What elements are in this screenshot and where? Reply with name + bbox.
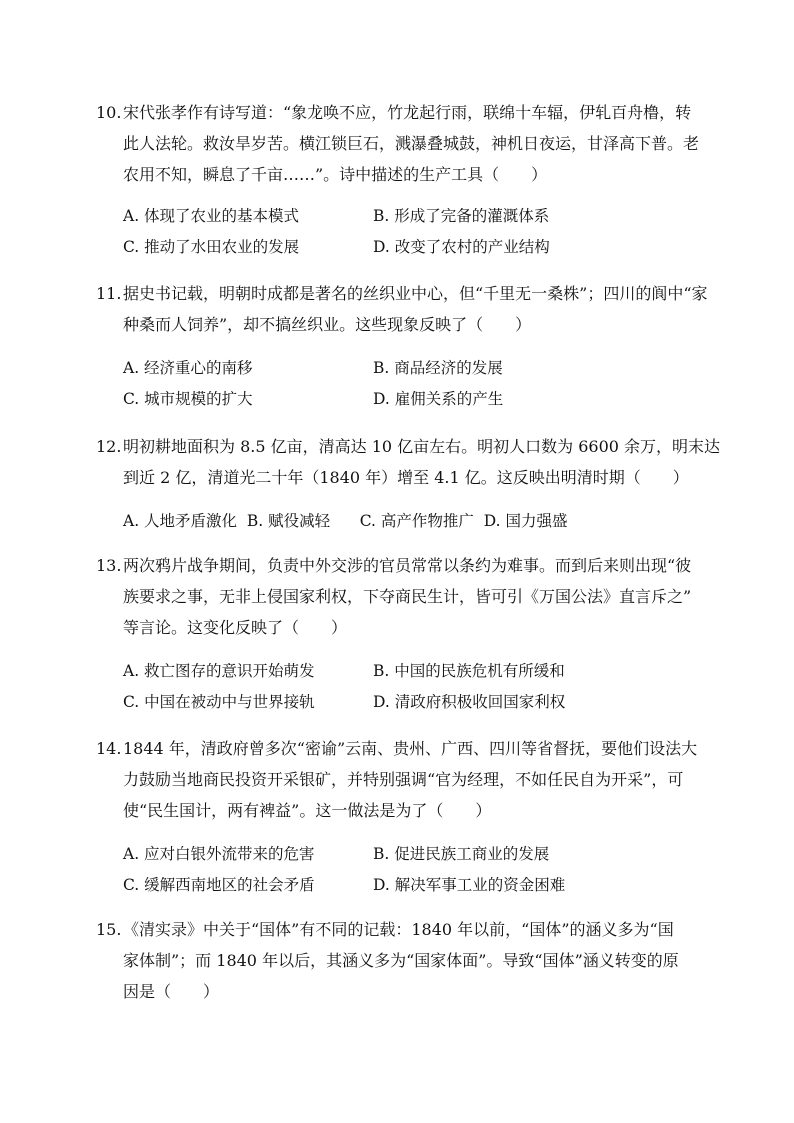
option-d[interactable]: D. 清政府积极收回国家利权 [373, 693, 566, 711]
question-number: 12. [96, 437, 122, 456]
options-13 [123, 656, 683, 718]
option-b[interactable]: B. 中国的民族危机有所缓和 [373, 662, 565, 680]
question-14 [96, 733, 708, 826]
options-14 [123, 839, 683, 901]
option-c[interactable]: C. 中国在被动中与世界接轨 [123, 693, 315, 711]
question-number: 10. [96, 103, 122, 122]
question-13 [96, 550, 708, 643]
question-number: 13. [96, 556, 122, 575]
question-text-line: 族要求之事，无非上侵国家利权，下夺商民生计，皆可引《万国公法》直言斥之” [123, 587, 692, 606]
question-text-line: 家体制”；而 1840 年以后，其涵义多为“国家体面”。导致“国体”涵义转变的原 [123, 951, 679, 970]
options-11 [123, 353, 683, 415]
question-text-line: 两次鸦片战争期间，负责中外交涉的官员常常以条约为难事。而到后来则出现“彼 [123, 556, 692, 575]
option-d[interactable]: D. 雇佣关系的产生 [373, 390, 504, 408]
question-text-line: 等言论。这变化反映了（ ） [123, 618, 348, 637]
question-text-line: 据史书记载，明朝时成都是著名的丝织业中心，但“千里无一桑株”；四川的阆中“家 [123, 284, 708, 303]
question-text-line: 1844 年，清政府曾多次“密谕”云南、贵州、广西、四川等省督抚，要他们设法大 [123, 739, 698, 758]
option-a[interactable]: A. 救亡图存的意识开始萌发 [123, 662, 315, 680]
question-text-line: 力鼓励当地商民投资开采银矿，并特别强调“官为经理，不如任民自为开采”，可 [123, 770, 684, 789]
question-number: 14. [96, 739, 122, 758]
option-a[interactable]: A. 体现了农业的基本模式 [123, 207, 300, 225]
question-11 [96, 278, 708, 340]
options-12 [123, 506, 683, 537]
option-a[interactable]: A. 应对白银外流带来的危害 [123, 845, 315, 863]
question-text-line: 此人法轮。救汝旱岁苦。横江锁巨石，溅瀑叠城鼓，神机日夜运，甘泽高下普。老 [123, 134, 700, 153]
options-line[interactable]: A. 人地矛盾激化 B. 赋役减轻 C. 高产作物推广 D. 国力强盛 [123, 512, 568, 530]
question-text-line: 宋代张孝作有诗写道：“象龙唤不应，竹龙起行雨，联绵十车辐，伊轧百舟橹，转 [123, 103, 692, 122]
option-c[interactable]: C. 缓解西南地区的社会矛盾 [123, 876, 315, 894]
question-text-line: 到近 2 亿，清道光二十年（1840 年）增至 4.1 亿。这反映出明清时期（ ） [123, 468, 689, 487]
question-number: 15. [96, 920, 122, 939]
options-10 [123, 201, 683, 263]
question-10 [96, 97, 708, 190]
option-b[interactable]: B. 形成了完备的灌溉体系 [373, 207, 550, 225]
option-b[interactable]: B. 促进民族工商业的发展 [373, 845, 550, 863]
question-text-line: 《清实录》中关于“国体”有不同的记载：1840 年以前，“国体”的涵义多为“国 [123, 920, 674, 939]
option-c[interactable]: C. 推动了水田农业的发展 [123, 238, 300, 256]
option-b[interactable]: B. 商品经济的发展 [373, 359, 503, 377]
question-15 [96, 914, 708, 1007]
option-c[interactable]: C. 城市规模的扩大 [123, 390, 253, 408]
question-12 [96, 431, 721, 493]
question-number: 11. [96, 284, 122, 303]
question-text-line: 种桑而人饲养”，却不搞丝织业。这些现象反映了（ ） [123, 315, 532, 334]
question-text-line: 农用不知，瞬息了千亩……”。诗中描述的生产工具（ ） [123, 165, 548, 184]
question-text-line: 使“民生国计，两有裨益”。这一做法是为了（ ） [123, 801, 492, 820]
option-d[interactable]: D. 改变了农村的产业结构 [373, 238, 550, 256]
option-d[interactable]: D. 解决军事工业的资金困难 [373, 876, 566, 894]
question-text-line: 明初耕地面积为 8.5 亿亩，清高达 10 亿亩左右。明初人口数为 6600 余万，明末达 [123, 437, 721, 456]
question-text-line: 因是（ ） [123, 982, 220, 1001]
option-a[interactable]: A. 经济重心的南移 [123, 359, 253, 377]
